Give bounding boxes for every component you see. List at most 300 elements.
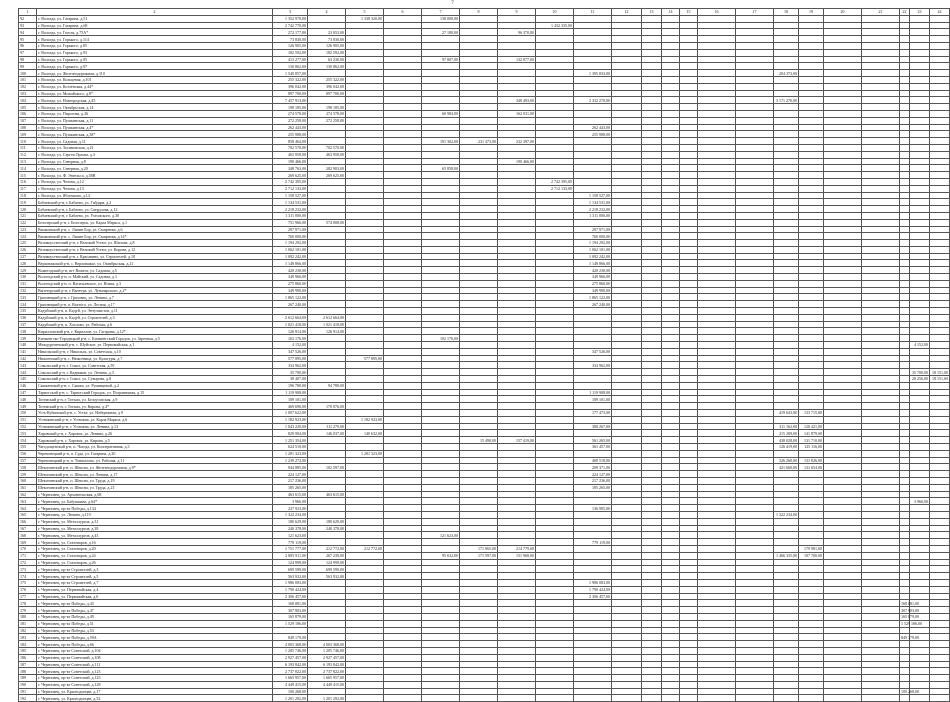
amount-cell	[680, 396, 698, 403]
amount-cell	[930, 348, 950, 355]
amount-cell	[642, 280, 662, 287]
amount-cell	[460, 579, 498, 586]
amount-cell	[698, 253, 736, 260]
amount-cell	[900, 464, 910, 471]
amount-cell	[460, 634, 498, 641]
address-cell: Вашкинский р-н, с. Липин Бор, ул. Смирнова, д.14*	[37, 233, 273, 240]
amount-cell	[346, 321, 384, 328]
amount-cell	[346, 661, 384, 668]
amount-cell: 132 077,00	[498, 56, 536, 63]
amount-cell	[824, 131, 862, 138]
amount-cell	[774, 668, 799, 675]
amount-cell	[900, 362, 910, 369]
amount-cell	[574, 688, 612, 695]
amount-cell	[662, 131, 680, 138]
amount-cell	[460, 396, 498, 403]
amount-cell: 217 236,00	[273, 477, 308, 484]
amount-cell	[910, 335, 930, 342]
address-cell: г. Вологда, ул. Пушкинская, д.38*	[37, 131, 273, 138]
amount-cell	[308, 362, 346, 369]
amount-cell	[662, 178, 680, 185]
amount-cell	[930, 49, 950, 56]
amount-cell	[799, 627, 824, 634]
amount-cell	[612, 552, 642, 559]
amount-cell	[900, 661, 910, 668]
amount-cell	[384, 56, 422, 63]
amount-cell	[384, 477, 422, 484]
amount-cell	[536, 301, 574, 308]
amount-cell	[698, 117, 736, 124]
amount-cell	[680, 321, 698, 328]
amount-cell	[680, 260, 698, 267]
amount-cell	[930, 70, 950, 77]
amount-cell	[612, 525, 642, 532]
row-number-cell: 93	[19, 22, 37, 29]
amount-cell	[460, 403, 498, 410]
amount-cell	[346, 634, 384, 641]
amount-cell	[910, 76, 930, 83]
row-number-cell: 161	[19, 484, 37, 491]
amount-cell	[698, 634, 736, 641]
amount-cell	[536, 83, 574, 90]
amount-cell	[824, 444, 862, 451]
amount-cell	[900, 430, 910, 437]
row-number-cell: 96	[19, 42, 37, 49]
header-number-cell: 5	[346, 9, 384, 16]
amount-cell: 1 790 424,00	[574, 586, 612, 593]
amount-cell: 297 971,00	[273, 226, 308, 233]
amount-cell	[736, 246, 774, 253]
table-row	[19, 117, 950, 124]
amount-cell	[910, 301, 930, 308]
amount-cell	[346, 274, 384, 281]
amount-cell	[736, 647, 774, 654]
address-cell: Великоустюгский р-н, г. Великий Устюг, ул. Шилова, д.8	[37, 240, 273, 247]
amount-cell	[680, 444, 698, 451]
amount-cell	[498, 117, 536, 124]
amount-cell	[346, 206, 384, 213]
amount-cell	[900, 675, 910, 682]
amount-cell	[642, 355, 662, 362]
amount-cell	[308, 22, 346, 29]
amount-cell	[799, 36, 824, 43]
amount-cell	[824, 158, 862, 165]
amount-cell	[662, 124, 680, 131]
amount-cell: 141 879,00	[799, 430, 824, 437]
amount-cell: 702 570,00	[273, 144, 308, 151]
amount-cell: 269 625,00	[308, 172, 346, 179]
amount-cell: 240 378,00	[273, 525, 308, 532]
amount-cell: 307 903,00	[273, 607, 308, 614]
amount-cell	[736, 634, 774, 641]
amount-cell	[736, 335, 774, 342]
amount-cell: 1 665 957,00	[273, 675, 308, 682]
amount-cell: 2 306 457,00	[574, 593, 612, 600]
amount-cell	[824, 634, 862, 641]
amount-cell	[680, 607, 698, 614]
amount-cell	[799, 505, 824, 512]
amount-cell	[698, 552, 736, 559]
amount-cell: 121 623,00	[273, 532, 308, 539]
amount-cell	[642, 342, 662, 349]
amount-cell	[536, 661, 574, 668]
header-number-cell: 3	[273, 9, 308, 16]
amount-cell	[680, 76, 698, 83]
amount-cell	[460, 49, 498, 56]
row-number-cell: 142	[19, 355, 37, 362]
amount-cell	[460, 56, 498, 63]
amount-cell: 170 076,00	[308, 403, 346, 410]
table-row	[19, 90, 950, 97]
amount-cell	[460, 389, 498, 396]
amount-cell	[910, 416, 930, 423]
amount-cell	[736, 274, 774, 281]
amount-cell: 1 007 622,00	[273, 410, 308, 417]
amount-cell	[680, 42, 698, 49]
amount-cell	[774, 695, 799, 702]
amount-cell	[799, 654, 824, 661]
amount-cell	[930, 410, 950, 417]
amount-cell	[612, 246, 642, 253]
amount-cell	[862, 246, 900, 253]
amount-cell: 463 615,00	[308, 491, 346, 498]
amount-cell	[662, 369, 680, 376]
amount-cell: 140 632,00	[346, 430, 384, 437]
amount-cell	[422, 90, 460, 97]
amount-cell: 97 807,00	[422, 56, 460, 63]
amount-cell	[736, 29, 774, 36]
row-number-cell: 175	[19, 579, 37, 586]
amount-cell	[384, 600, 422, 607]
amount-cell	[384, 29, 422, 36]
amount-cell	[422, 124, 460, 131]
amount-cell	[346, 641, 384, 648]
amount-cell	[642, 178, 662, 185]
amount-cell	[460, 226, 498, 233]
amount-cell	[930, 56, 950, 63]
row-number-cell: 165	[19, 511, 37, 518]
amount-cell	[384, 185, 422, 192]
amount-cell	[346, 342, 384, 349]
amount-cell	[346, 192, 384, 199]
amount-cell	[900, 178, 910, 185]
amount-cell: 111 279,00	[308, 423, 346, 430]
row-number-cell: 145	[19, 376, 37, 383]
amount-cell	[698, 416, 736, 423]
amount-cell	[612, 477, 642, 484]
address-cell: г. Вологда, ул. Козлёнская, д.44*	[37, 83, 273, 90]
amount-cell	[642, 321, 662, 328]
row-number-cell: 119	[19, 199, 37, 206]
amount-cell	[930, 355, 950, 362]
amount-cell	[498, 688, 536, 695]
amount-cell	[612, 607, 642, 614]
amount-cell	[680, 178, 698, 185]
amount-cell	[900, 192, 910, 199]
amount-cell	[930, 593, 950, 600]
amount-cell	[422, 83, 460, 90]
amount-cell	[736, 287, 774, 294]
amount-cell	[698, 335, 736, 342]
amount-cell	[736, 348, 774, 355]
amount-cell: 297 971,00	[574, 226, 612, 233]
amount-cell	[698, 240, 736, 247]
amount-cell	[308, 539, 346, 546]
amount-cell	[460, 511, 498, 518]
amount-cell	[680, 525, 698, 532]
amount-cell	[536, 138, 574, 145]
amount-cell	[910, 471, 930, 478]
amount-cell	[824, 253, 862, 260]
amount-cell	[930, 627, 950, 634]
amount-cell	[642, 348, 662, 355]
table-row	[19, 192, 950, 199]
amount-cell	[824, 124, 862, 131]
amount-cell	[642, 423, 662, 430]
amount-cell: 212 772,00	[308, 545, 346, 552]
amount-cell	[900, 484, 910, 491]
header-number-cell: 12	[612, 9, 642, 16]
amount-cell	[736, 185, 774, 192]
amount-cell	[498, 321, 536, 328]
amount-cell: 198 185,00	[308, 104, 346, 111]
table-row	[19, 552, 950, 559]
amount-cell	[346, 511, 384, 518]
amount-cell	[460, 430, 498, 437]
amount-cell	[862, 457, 900, 464]
amount-cell: 131 026,00	[799, 457, 824, 464]
amount-cell	[774, 110, 799, 117]
amount-cell	[824, 539, 862, 546]
address-cell: г. Череповец, пр-кт Победы, д.53	[37, 627, 273, 634]
amount-cell	[662, 301, 680, 308]
amount-cell: 1 062 101,00	[574, 246, 612, 253]
amount-cell	[900, 70, 910, 77]
row-number-cell: 115	[19, 172, 37, 179]
amount-cell	[460, 335, 498, 342]
amount-cell	[460, 355, 498, 362]
amount-cell	[612, 104, 642, 111]
amount-cell	[612, 308, 642, 315]
amount-cell	[460, 274, 498, 281]
amount-cell	[460, 192, 498, 199]
amount-cell	[662, 192, 680, 199]
amount-cell	[536, 124, 574, 131]
amount-cell	[930, 131, 950, 138]
amount-cell	[910, 42, 930, 49]
amount-cell	[930, 403, 950, 410]
amount-cell	[799, 382, 824, 389]
amount-cell	[930, 274, 950, 281]
amount-cell	[736, 410, 774, 417]
amount-cell	[862, 382, 900, 389]
amount-cell	[498, 695, 536, 702]
amount-cell	[384, 525, 422, 532]
table-row	[19, 607, 950, 614]
amount-cell	[384, 260, 422, 267]
amount-cell	[774, 199, 799, 206]
amount-cell	[824, 362, 862, 369]
amount-cell	[736, 124, 774, 131]
amount-cell	[460, 110, 498, 117]
amount-cell	[642, 314, 662, 321]
table-row	[19, 165, 950, 172]
amount-cell: 2 712 133,00	[536, 185, 574, 192]
amount-cell	[574, 117, 612, 124]
amount-cell	[662, 416, 680, 423]
amount-cell	[698, 579, 736, 586]
amount-cell	[422, 539, 460, 546]
amount-cell	[680, 539, 698, 546]
amount-cell	[774, 185, 799, 192]
amount-cell	[574, 641, 612, 648]
amount-cell	[422, 579, 460, 586]
amount-cell	[910, 117, 930, 124]
amount-cell	[698, 314, 736, 321]
amount-cell	[698, 511, 736, 518]
amount-cell	[862, 552, 900, 559]
amount-cell	[680, 267, 698, 274]
amount-cell	[736, 206, 774, 213]
amount-cell	[930, 138, 950, 145]
address-cell: г. Вологда, ул. Октябрьская, д.14	[37, 104, 273, 111]
amount-cell: 100 268,00	[273, 688, 308, 695]
amount-cell	[862, 219, 900, 226]
amount-cell	[900, 498, 910, 505]
amount-cell	[824, 36, 862, 43]
amount-cell	[774, 471, 799, 478]
header-number-cell: 23	[910, 9, 930, 16]
amount-cell	[900, 219, 910, 226]
amount-cell	[910, 484, 930, 491]
amount-cell	[662, 457, 680, 464]
amount-cell	[698, 342, 736, 349]
amount-cell	[346, 457, 384, 464]
amount-cell	[612, 600, 642, 607]
row-number-cell: 106	[19, 110, 37, 117]
amount-cell: 577 895,00	[346, 355, 384, 362]
amount-cell	[900, 539, 910, 546]
amount-cell: 2 737 822,00	[273, 668, 308, 675]
amount-cell	[384, 104, 422, 111]
address-cell: Кадуйский р-н, п. Кадуй, ул. Энтузиастов, д.11	[37, 308, 273, 315]
amount-cell	[736, 63, 774, 70]
amount-cell	[824, 83, 862, 90]
table-row	[19, 138, 950, 145]
amount-cell	[384, 83, 422, 90]
amount-cell	[774, 36, 799, 43]
amount-cell	[642, 172, 662, 179]
amount-cell	[662, 138, 680, 145]
amount-cell	[862, 158, 900, 165]
amount-cell	[799, 56, 824, 63]
amount-cell	[612, 484, 642, 491]
amount-cell	[930, 124, 950, 131]
amount-cell	[680, 124, 698, 131]
amount-cell	[422, 246, 460, 253]
table-row	[19, 110, 950, 117]
amount-cell	[900, 294, 910, 301]
amount-cell	[422, 144, 460, 151]
amount-cell	[308, 369, 346, 376]
amount-cell	[736, 607, 774, 614]
amount-cell	[736, 321, 774, 328]
amount-cell	[862, 294, 900, 301]
amount-cell	[824, 97, 862, 104]
row-number-cell: 151	[19, 416, 37, 423]
table-row	[19, 29, 950, 36]
amount-cell: 760 000,00	[574, 233, 612, 240]
amount-cell	[422, 233, 460, 240]
amount-cell	[422, 695, 460, 702]
amount-cell: 1 062 101,00	[273, 246, 308, 253]
row-number-cell: 174	[19, 573, 37, 580]
amount-cell	[498, 42, 536, 49]
header-number-cell: 20	[824, 9, 862, 16]
amount-cell	[799, 131, 824, 138]
amount-cell	[680, 675, 698, 682]
amount-cell	[642, 403, 662, 410]
amount-cell	[862, 566, 900, 573]
amount-cell	[824, 321, 862, 328]
amount-cell: 463 958,00	[273, 151, 308, 158]
amount-cell: 1 148 866,00	[574, 260, 612, 267]
amount-cell	[422, 301, 460, 308]
amount-cell	[774, 573, 799, 580]
amount-cell	[346, 246, 384, 253]
address-cell: Сокольский р-н, г. Кадников, ул. Ленина, д.3	[37, 369, 273, 376]
amount-cell	[862, 90, 900, 97]
table-row	[19, 532, 950, 539]
amount-cell	[862, 416, 900, 423]
amount-cell	[574, 620, 612, 627]
amount-cell	[930, 76, 950, 83]
amount-cell	[574, 545, 612, 552]
amount-cell	[536, 573, 574, 580]
amount-cell	[612, 22, 642, 29]
amount-cell: 311 162,00	[774, 423, 799, 430]
amount-cell	[698, 185, 736, 192]
amount-cell	[900, 641, 910, 648]
amount-cell	[498, 403, 536, 410]
amount-cell	[930, 471, 950, 478]
amount-cell	[346, 199, 384, 206]
amount-cell	[910, 219, 930, 226]
amount-cell	[384, 233, 422, 240]
amount-cell	[698, 430, 736, 437]
row-number-cell: 127	[19, 253, 37, 260]
amount-cell	[536, 369, 574, 376]
amount-cell	[680, 532, 698, 539]
header-number-cell: 10	[536, 9, 574, 16]
amount-cell	[422, 172, 460, 179]
row-number-cell: 114	[19, 165, 37, 172]
amount-cell	[574, 56, 612, 63]
amount-cell	[346, 505, 384, 512]
amount-cell	[824, 348, 862, 355]
amount-cell	[824, 430, 862, 437]
address-cell: Верховажский р-н, с. Верховажье, ул. Октябрьская, д.21	[37, 260, 273, 267]
amount-cell	[910, 328, 930, 335]
amount-cell	[642, 410, 662, 417]
amount-cell: 126 419,00	[774, 444, 799, 451]
amount-cell: 2 742 770,00	[273, 22, 308, 29]
amount-cell	[574, 29, 612, 36]
amount-cell	[862, 151, 900, 158]
amount-cell	[698, 348, 736, 355]
amount-cell	[774, 539, 799, 546]
amount-cell	[612, 233, 642, 240]
